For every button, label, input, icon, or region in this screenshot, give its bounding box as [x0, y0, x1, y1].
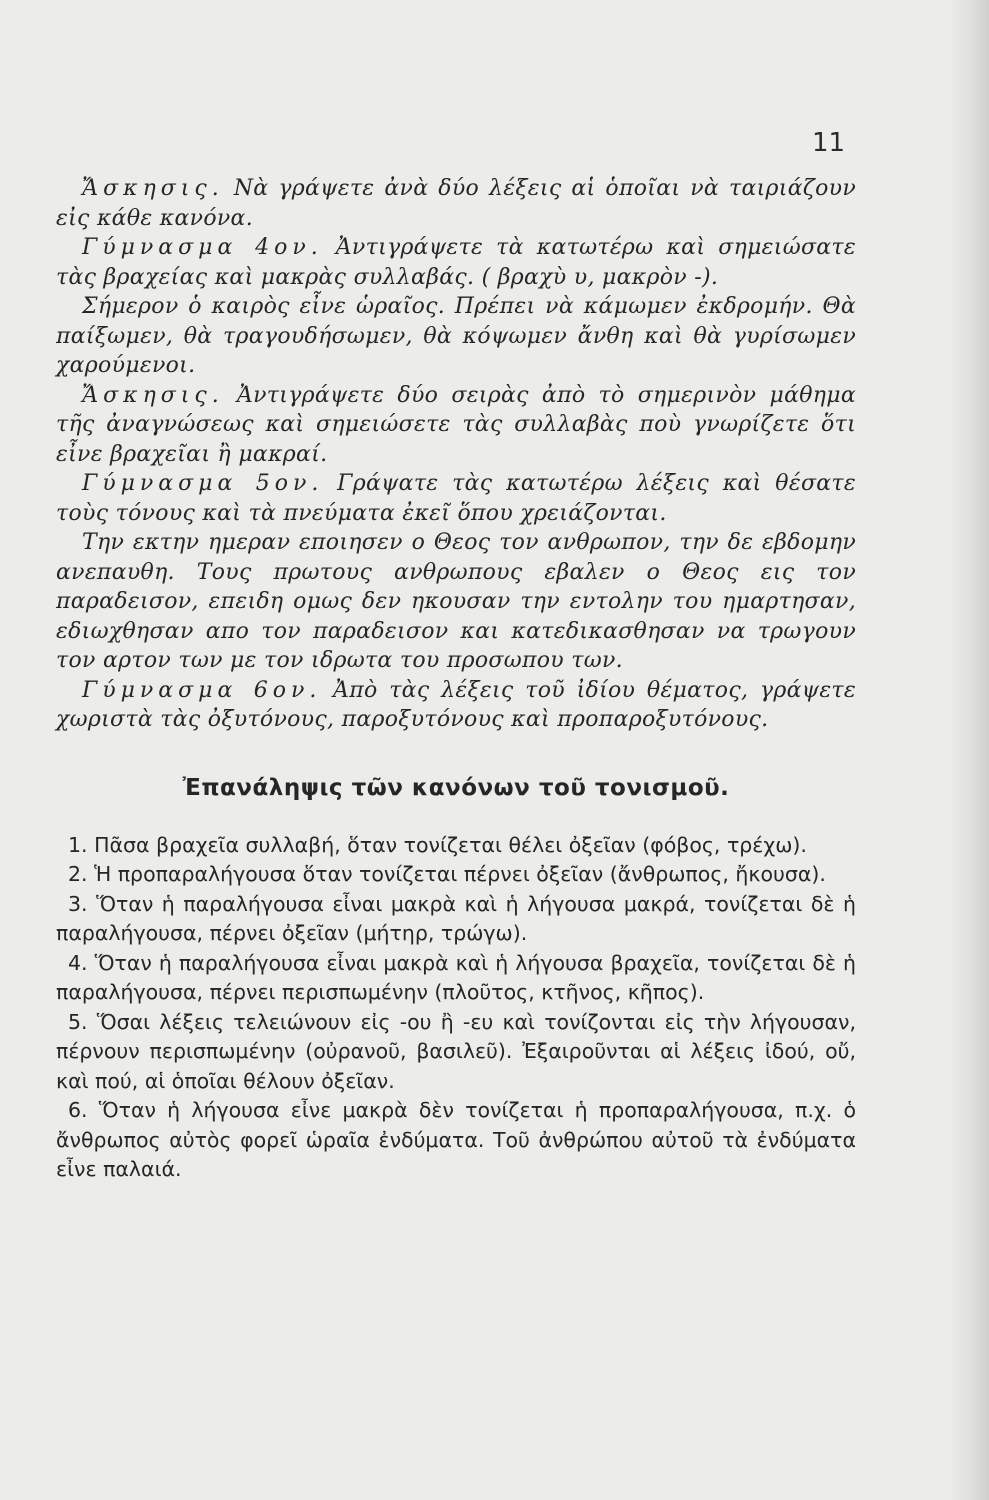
gymnasma-label: Γύμνασμα 5ον.	[82, 471, 324, 496]
exercise-text: Νὰ γράψετε ἀνὰ δύο λέξεις αἱ ὁποῖαι νὰ ταιριάζουν εἰς κάθε κανόνα.	[56, 176, 856, 231]
rule-item: 1. Πᾶσα βραχεῖα συλλαβή, ὅταν τονίζεται θέλει ὀξεῖαν (φόβος, τρέχω).	[68, 832, 807, 857]
exercise-text: Ἀντιγράψετε δύο σειρὰς ἀπὸ τὸ σημερινὸν μάθημα τῆς ἀναγνώσεως καὶ σημειώσετε τὰς συλλαβὰς ποὺ γνωρίζετε ὅτι εἶνε βραχεῖαι ἢ μακραί.	[56, 382, 857, 467]
rules-list	[56, 831, 856, 1185]
rule-item: 6. Ὅταν ἡ λήγουσα εἶνε μακρὰ δὲν τονίζεται ἡ προπαραλήγουσα, π.χ. ὁ ἄνθρωπος αὐτὸς φορεῖ ὡραῖα ἐνδύματα. Τοῦ ἀνθρώπου αὐτοῦ τὰ ἐνδύματα εἶνε παλαιά.	[56, 1098, 856, 1181]
exercise-2	[56, 381, 856, 470]
passage-1: Σήμερον ὁ καιρὸς εἶνε ὡραῖος. Πρέπει νὰ κάμωμεν ἐκδρομήν. Θὰ παίξωμεν, θὰ τραγουδήσωμεν, θὰ κόψωμεν ἄνθη καὶ θὰ γυρίσωμεν χαρούμενοι.	[56, 294, 856, 378]
exercise-label: Ἄσκησις.	[82, 382, 224, 408]
page-number: 11	[812, 128, 846, 158]
rule-item: 2. Ἡ προπαραλήγουσα ὅταν τονίζεται πέρνει ὀξεῖαν (ἄνθρωπος, ἤκουσα).	[68, 862, 826, 886]
rule-item: 5. Ὅσαι λέξεις τελειώνουν εἰς -ου ἢ -ευ καὶ τονίζονται εἰς τὴν λήγουσαν, πέρνουν περισπωμένην (οὐρανοῦ, βασιλεῦ). Ἐξαιροῦνται αἱ λέξεις ἰδού, οὔ, καὶ πού, αἱ ὁποῖαι θέλουν ὀξεῖαν.	[56, 1009, 856, 1093]
section-heading: Ἐπανάληψις τῶν κανόνων τοῦ τονισμοῦ.	[182, 774, 730, 801]
gymnasma-text: Γράψατε τὰς κατωτέρω λέξεις καὶ θέσατε τοὺς τόνους καὶ τὰ πνεύματα ἐκεῖ ὅπου χρειάζονται.	[56, 471, 856, 526]
gymnasma-5	[56, 469, 856, 528]
gymnasma-text: Ἀντιγράψετε τὰ κατωτέρω καὶ σημειώσατε τὰς βραχείας καὶ μακρὰς συλλαβάς. ( βραχὺ υ, μακρὸν -).	[56, 235, 856, 290]
rule-item: 3. Ὅταν ἡ παραλήγουσα εἶναι μακρὰ καὶ ἡ λήγουσα μακρά, τονίζεται δὲ ἡ παραλήγουσα, πέρνει ὀξεῖαν (μήτηρ, τρώγω).	[56, 891, 856, 945]
gymnasma-label: Γύμνασμα 6ον.	[82, 677, 322, 703]
gymnasma-label: Γύμνασμα 4ον.	[82, 235, 323, 260]
exercise-1	[56, 174, 856, 233]
passage-2: Την εκτην ημεραν εποιησεν ο Θεος τον ανθρωπον, την δε εβδομην ανεπαυθη. Τους πρωτους ανθρωπους εβαλεν ο Θεος εις τον παραδεισον, επειδη ομως δεν ηκουσαν την εντολην του ημαρτησαν, εδιωχθησαν απο τον παραδεισον και κατεδικασθησαν να τρωγουν τον αρτον των με τον ιδρωτα του προσωπου των.	[56, 530, 856, 673]
gymnasma-6	[56, 676, 856, 735]
gymnasma-text: Ἀπὸ τὰς λέξεις τοῦ ἰδίου θέματος, γράψετε χωριστὰ τὰς ὀξυτόνους, παροξυτόνους καὶ προπαροξυτόνους.	[56, 677, 856, 732]
page-body	[56, 174, 856, 1185]
gymnasma-4	[56, 233, 856, 292]
exercise-section	[56, 174, 856, 735]
exercise-label: Ἄσκησις.	[82, 176, 224, 201]
rule-item: 4. Ὅταν ἡ παραλήγουσα εἶναι μακρὰ καὶ ἡ λήγουσα βραχεῖα, τονίζεται δὲ ἡ παραλήγουσα, πέρνει περισπωμένην (πλοῦτος, κτῆνος, κῆπος).	[56, 950, 856, 1004]
page-edge-shadow	[949, 0, 989, 1500]
